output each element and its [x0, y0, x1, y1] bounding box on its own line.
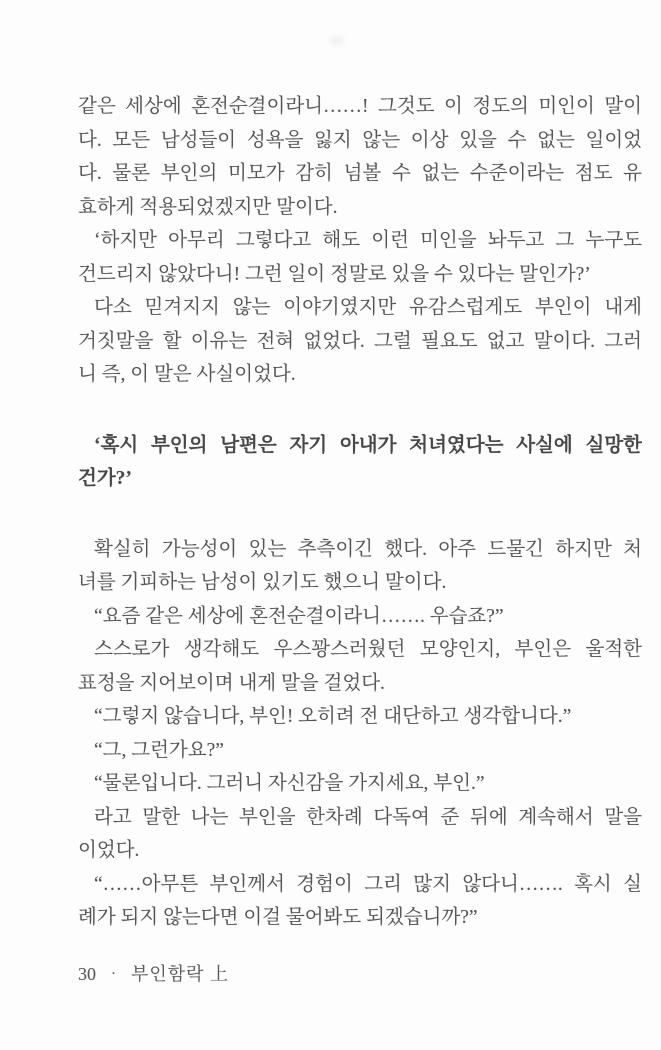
text-line: 건드리지 않았다니! 그런 일이 정말로 있을 수 있다는 말인가?’: [78, 263, 591, 285]
text-line: 스스로가 생각해도 우스꽝스러웠던 모양인지, 부인은 울적한: [94, 639, 642, 660]
text-line: 이었다.: [78, 840, 140, 861]
paragraph: [78, 734, 642, 768]
emphasized-paragraph: [78, 429, 642, 496]
paragraph: [78, 868, 642, 935]
text-line: 다소 믿겨지지 않는 이야기였지만 유감스럽게도 부인이 내게: [94, 297, 642, 318]
book-title: 부인함락 上: [131, 964, 230, 984]
paragraph: [78, 600, 642, 634]
text-line: “요즘 같은 세상에 혼전순결이라니……. 우습죠?”: [94, 605, 504, 627]
text-line: “그렇지 않습니다, 부인! 오히려 전 대단하고 생각합니다.”: [94, 706, 572, 727]
text-line: 다. 모든 남성들이 성욕을 잃지 않는 이상 있을 수 없는 일이었: [78, 129, 642, 151]
scan-smudge-mark: [330, 36, 344, 46]
page-number: 30: [78, 964, 96, 984]
text-line: 다. 물론 부인의 미모가 감히 넘볼 수 없는 수준이라는 점도 유: [78, 163, 642, 184]
paragraph: [78, 633, 642, 700]
text-line: 표정을 지어보이며 내게 말을 걸었다.: [78, 672, 385, 694]
text-line: ‘혹시 부인의 남편은 자기 아내가 처녀였다는 사실에 실망한: [94, 434, 642, 456]
text-line: 례가 되지 않는다면 이걸 물어봐도 되겠습니까?”: [78, 907, 478, 928]
text-line: “물론입니다. 그러니 자신감을 가지세요, 부인.”: [94, 773, 485, 794]
text-line: 확실히 가능성이 있는 추측이긴 했다. 아주 드물긴 하지만 처: [94, 538, 642, 560]
paragraph: [78, 801, 642, 868]
text-line: 건가?’: [78, 468, 132, 489]
page-footer: [78, 961, 229, 987]
text-line: ‘하지만 아무리 그렇다고 해도 이런 미인을 놔두고 그 누구도: [94, 230, 642, 251]
text-line: “……아무튼 부인께서 경험이 그리 많지 않다니……. 혹시 실: [94, 873, 642, 895]
text-line: 니 즉, 이 말은 사실이었다.: [78, 364, 296, 385]
paragraph: [78, 533, 642, 600]
text-line: 라고 말한 나는 부인을 한차례 다독여 준 뒤에 계속해서 말을: [94, 806, 642, 828]
paragraph: [78, 291, 642, 392]
footer-separator-dot: ·: [111, 966, 116, 982]
page-body: [78, 90, 642, 935]
text-line: 녀를 기피하는 남성이 있기도 했으니 말이다.: [78, 572, 447, 593]
paragraph: [78, 767, 642, 801]
paragraph: [78, 700, 642, 734]
paragraph: [78, 90, 642, 224]
text-line: “그, 그런가요?”: [94, 739, 224, 761]
text-line: 거짓말을 할 이유는 전혀 없었다. 그럴 필요도 없고 말이다. 그러: [78, 330, 642, 352]
text-line: 같은 세상에 혼전순결이라니……! 그것도 이 정도의 미인이 말이: [78, 96, 642, 117]
text-line: 효하게 적용되었겠지만 말이다.: [78, 196, 338, 218]
paragraph: [78, 224, 642, 291]
